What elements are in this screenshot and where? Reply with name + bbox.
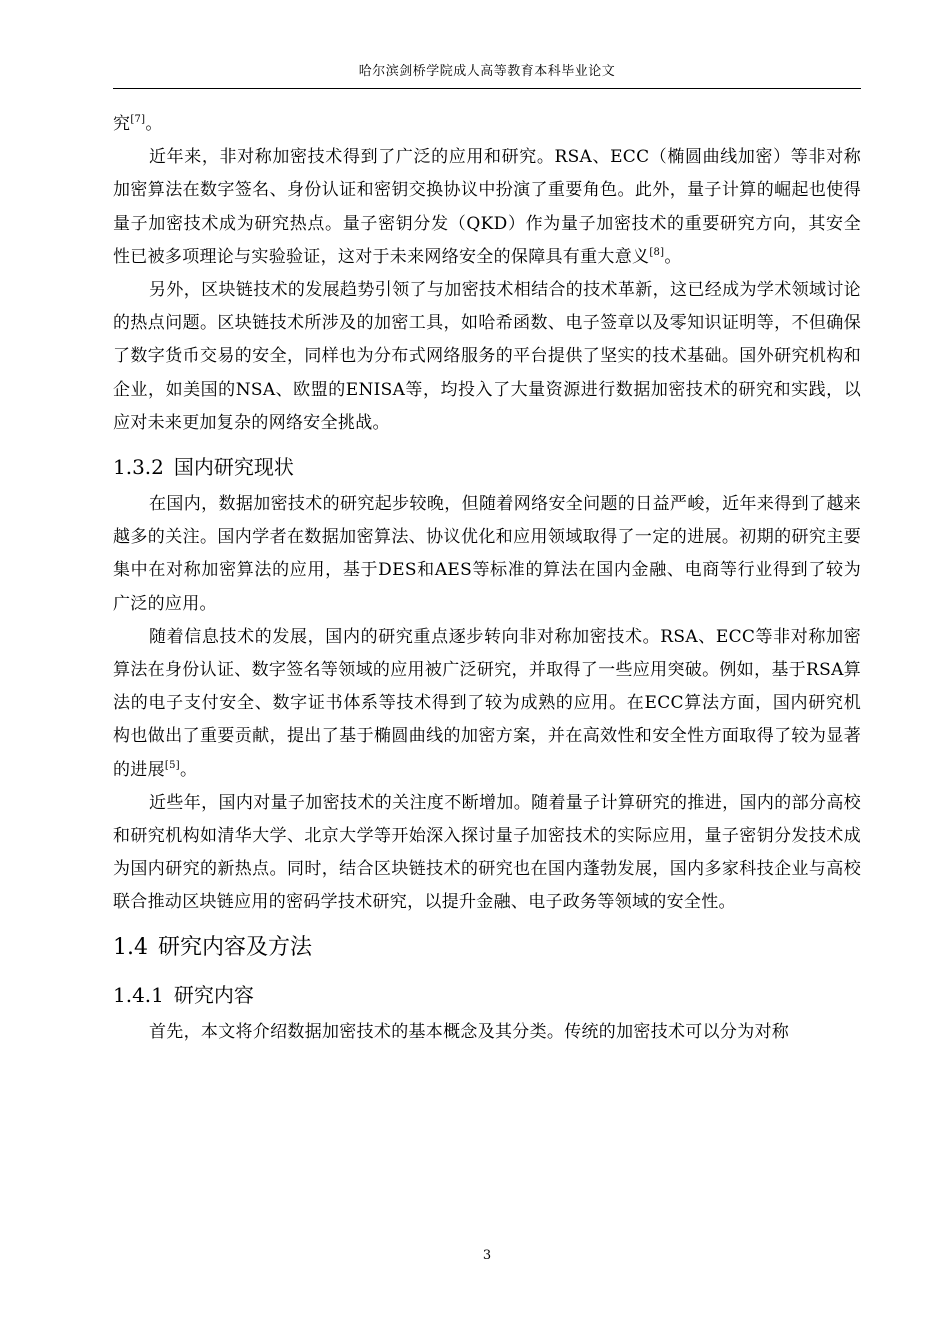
section-number: 1.4.1: [113, 982, 164, 1007]
page-number: 3: [482, 1248, 492, 1263]
section-title: 研究内容及方法: [158, 934, 313, 960]
paragraph-asymmetric: [113, 141, 861, 274]
section-title: 研究内容: [173, 982, 254, 1007]
paragraph-tail: 。: [145, 114, 163, 134]
paragraph-text: 随着信息技术的发展，国内的研究重点逐步转向非对称加密技术。RSA、ECC等非对称加密算法在身份认证、数字签名等领域的应用被广泛研究，并取得了一些应用突破。例如，基于RSA算法的电子支付安全、数字证书体系等技术得到了较为成熟的应用。在ECC算法方面，国内研究机构也做出了重要贡献，提出了基于椭圆曲线的加密方案，并在高效性和安全性方面取得了较为显著的进展: [113, 626, 861, 780]
citation-ref: [8]: [649, 246, 665, 258]
paragraph-text: 究: [113, 114, 131, 134]
header-rule: [113, 88, 861, 89]
page-body: [113, 108, 861, 1049]
section-number: 1.3.2: [113, 455, 164, 480]
paragraph-text: 近年来，非对称加密技术得到了广泛的应用和研究。RSA、ECC（椭圆曲线加密）等非对称加密算法在数字签名、身份认证和密钥交换协议中扮演了重要角色。此外，量子计算的崛起也使得量子加密技术成为研究热点。量子密钥分发（QKD）作为量子加密技术的重要研究方向，其安全性已被多项理论与实验验证，这对于未来网络安全的保障具有重大意义: [113, 147, 861, 267]
citation-ref: [7]: [130, 114, 146, 125]
section-number: 1.4: [113, 934, 148, 960]
section-heading-1-4: [113, 928, 861, 968]
paragraph-blockchain: 另外，区块链技术的发展趋势引领了与加密技术相结合的技术革新，这已经成为学术领域讨论的热点问题。区块链技术所涉及的加密工具，如哈希函数、电子签章以及零知识证明等，不但确保了数字货币交易的安全，同样也为分布式网络服务的平台提供了坚实的技术基础。国外研究机构和企业，如美国的NSA、欧盟的ENISA等，均投入了大量资源进行数据加密技术的研究和实践，以应对未来更加复杂的网络安全挑战。: [113, 280, 861, 433]
section-heading-1-3-2: [113, 448, 861, 486]
paragraph-domestic-asymmetric: [113, 621, 861, 787]
paragraph-research-content: 首先，本文将介绍数据加密技术的基本概念及其分类。传统的加密技术可以分为对称: [149, 1021, 790, 1042]
citation-ref: [5]: [164, 759, 180, 771]
paragraph-tail: 。: [179, 759, 198, 780]
paragraph-tail: 。: [664, 246, 682, 267]
section-heading-1-4-1: [113, 976, 861, 1014]
page-header: 哈尔滨剑桥学院成人高等教育本科毕业论文: [358, 64, 616, 79]
paragraph-domestic-intro: 在国内，数据加密技术的研究起步较晚，但随着网络安全问题的日益严峻，近年来得到了越来越多的关注。国内学者在数据加密算法、协议优化和应用领域取得了一定的进展。初期的研究主要集中在对称加密算法的应用，基于DES和AES等标准的算法在国内金融、电商等行业得到了较为广泛的应用。: [113, 494, 861, 614]
paragraph-continuation: [113, 108, 861, 141]
paragraph-domestic-quantum: 近些年，国内对量子加密技术的关注度不断增加。随着量子计算研究的推进，国内的部分高校和研究机构如清华大学、北京大学等开始深入探讨量子加密技术的实际应用，量子密钥分发技术成为国内研究的新热点。同时，结合区块链技术的研究也在国内蓬勃发展，国内多家科技企业与高校联合推动区块链应用的密码学技术研究，以提升金融、电子政务等领域的安全性。: [113, 792, 861, 913]
section-title: 国内研究现状: [173, 455, 294, 480]
